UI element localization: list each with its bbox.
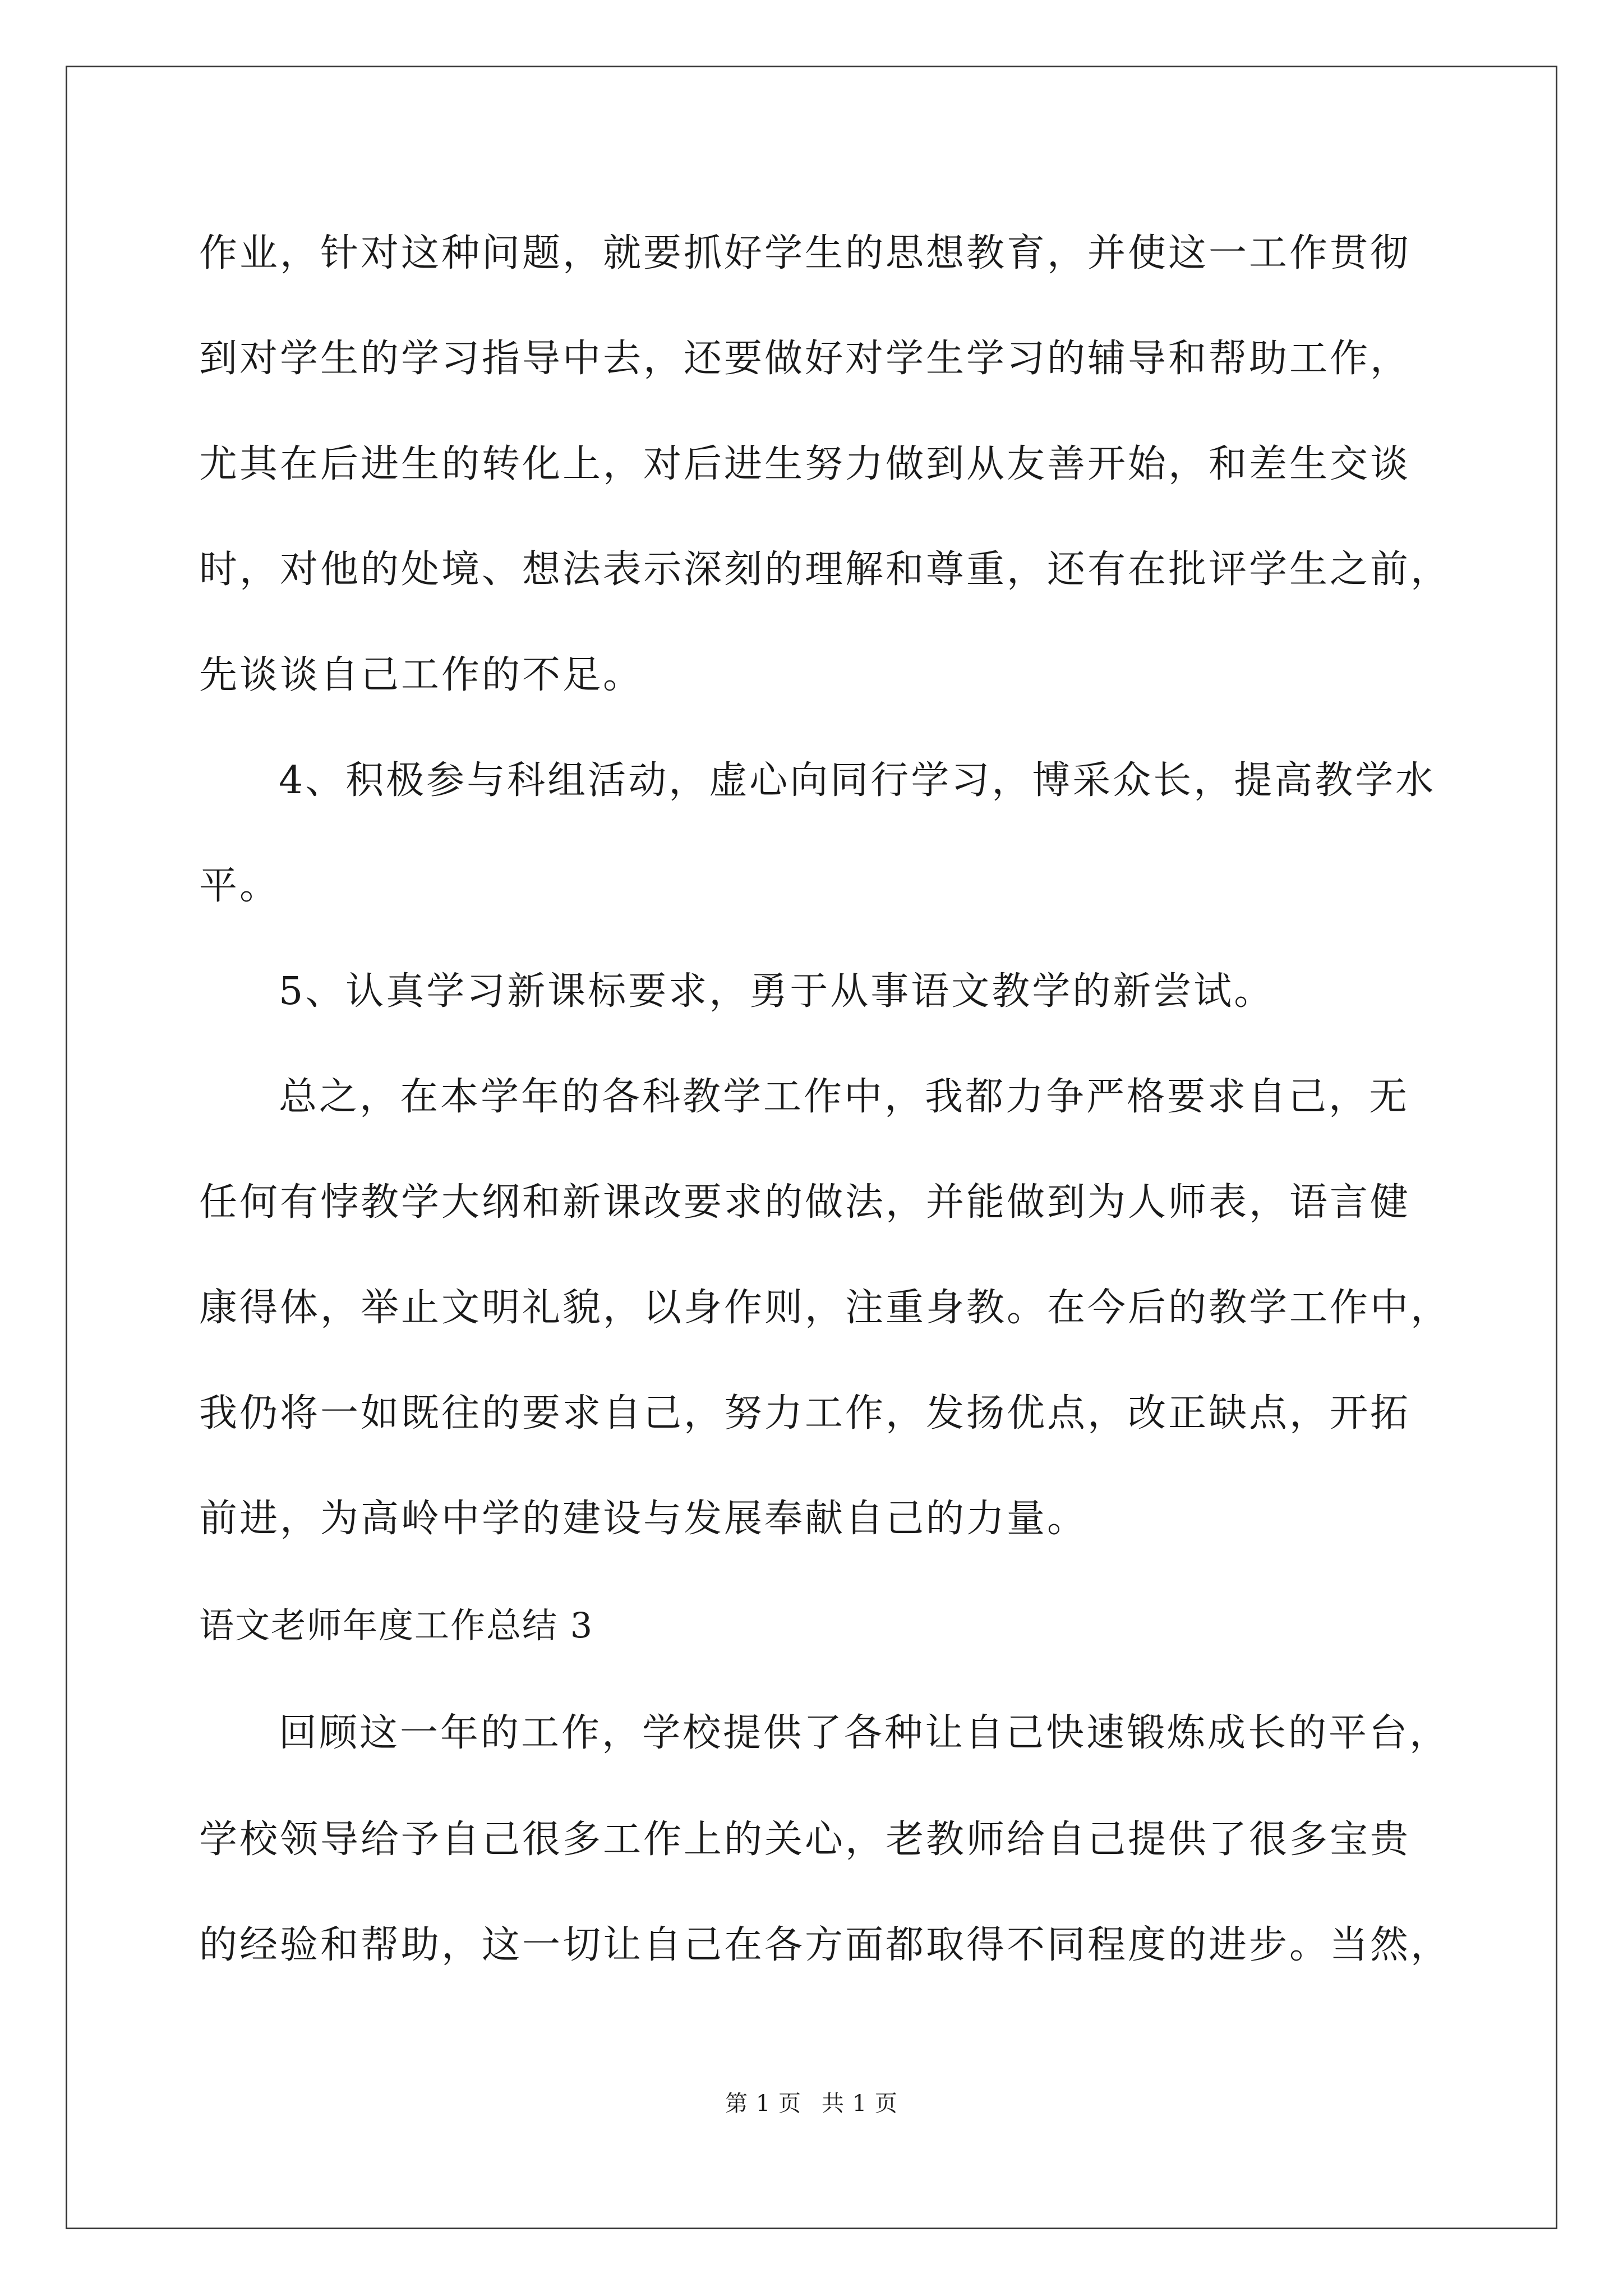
paragraph-line: 康得体，举止文明礼貌，以身作则，注重身教。在今后的教学工作中， (199, 1286, 1451, 1330)
paragraph-line: 的经验和帮助，这一切让自己在各方面都取得不同程度的进步。当然， (199, 1923, 1451, 1967)
page-total: 共 1 页 (822, 2091, 898, 2116)
paragraph-line: 到对学生的学习指导中去，还要做好对学生学习的辅导和帮助工作， (199, 337, 1411, 381)
page-number: 第 1 页 (725, 2091, 801, 2116)
paragraph-line: 学校领导给予自己很多工作上的关心，老教师给自己提供了很多宝贵 (199, 1818, 1411, 1862)
paragraph-line: 平。 (199, 864, 280, 908)
paragraph-line: 回顾这一年的工作，学校提供了各种让自己快速锻炼成长的平台， (279, 1711, 1450, 1755)
paragraph-line: 任何有悖教学大纲和新课改要求的做法，并能做到为人师表，语言健 (199, 1180, 1411, 1225)
page-frame (66, 66, 1557, 2229)
paragraph-line: 5、认真学习新课标要求，勇于从事语文教学的新尝试。 (279, 969, 1275, 1014)
paragraph-line: 时，对他的处境、想法表示深刻的理解和尊重，还有在批评学生之前， (199, 547, 1451, 592)
paragraph-line: 尤其在后进生的转化上，对后进生努力做到从友善开始，和差生交谈 (199, 442, 1411, 486)
section-heading: 语文老师年度工作总结 3 (199, 1605, 594, 1646)
page-footer (0, 2090, 1623, 2118)
paragraph-line: 4、积极参与科组活动，虚心向同行学习，博采众长，提高教学水 (279, 758, 1436, 803)
paragraph-line: 作业，针对这种问题，就要抓好学生的思想教育，并使这一工作贯彻 (199, 231, 1411, 275)
paragraph-line: 前进，为高岭中学的建设与发展奉献自己的力量。 (199, 1497, 1088, 1541)
paragraph-line: 总之，在本学年的各科教学工作中，我都力争严格要求自己，无 (279, 1075, 1410, 1119)
paragraph-line: 我仍将一如既往的要求自己，努力工作，发扬优点，改正缺点，开拓 (199, 1391, 1411, 1435)
paragraph-line: 先谈谈自己工作的不足。 (199, 653, 644, 697)
